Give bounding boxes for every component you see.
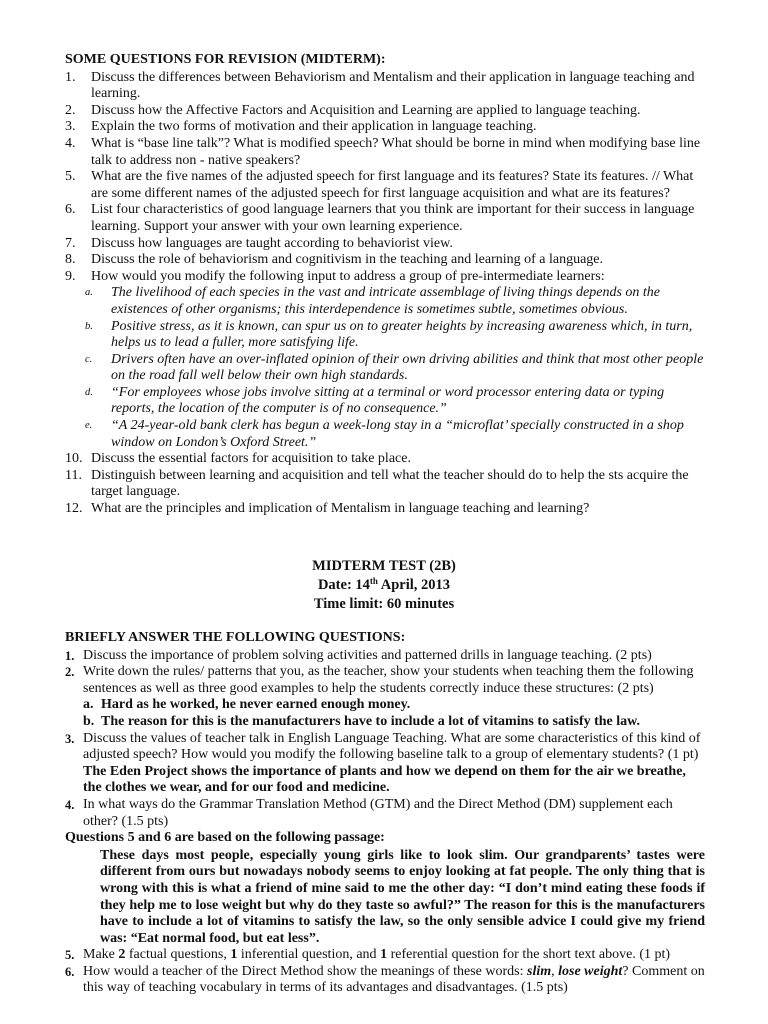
list-item: 5. What are the five names of the adjusted speech for first language and its features? State its features. // What are some different names of the adjusted speech for first language acquisition and what are its features? bbox=[65, 169, 694, 201]
list-item: 3. Discuss the values of teacher talk in English Language Teaching. What are some characteristics of this kind of adjusted speech? How would you modify the following baseline talk to a group of elementary students? (1 pt) The Eden Project shows the importance of plants and how we depend on them for the air we breathe, the clothes we wear, and for our food and medicine. bbox=[65, 730, 701, 796]
sub-item: c. Drivers often have an over-inflated opinion of their own driving abilities and think that most other people on the road fall well below their own high standards. bbox=[85, 351, 704, 384]
list-item: 1. Discuss the differences between Behaviorism and Mentalism and their application in language teaching and learning. bbox=[65, 69, 695, 102]
revision-section bbox=[65, 52, 705, 518]
test-title-block bbox=[0, 557, 768, 614]
test-time-limit: Time limit: 60 minutes bbox=[313, 596, 455, 612]
sub-item: e. “A 24-year-old bank clerk has begun a week-long stay in a “microflat’ specially constructed in a shop window on London’s Oxford Street.” bbox=[85, 418, 684, 450]
list-item: 1. Discuss the importance of problem solving activities and patterned drills in language teaching. (2 pts) bbox=[65, 647, 652, 663]
list-item: 8. Discuss the role of behaviorism and cognitivism in the teaching and learning of a language. bbox=[65, 252, 604, 268]
list-item: 3. Explain the two forms of motivation and their application in language teaching. bbox=[65, 119, 537, 135]
sub-item: a. The livelihood of each species in the vast and intricate assemblage of living things depends on the existences of other organisms; this interdependence is sometimes subtle, sometimes obvious. bbox=[85, 285, 661, 317]
reading-passage: These days most people, especially young girls like to look slim. Our grandparents’ tastes were different from ours but nowadays nobody seems to enjoy looking at fat people. The only thing that is wrong with this is what a friend of mine said to me the other day: “I don’t mind eating these foods if they help me to lose weight but why do they taste so awful?” The reason for this is the manufacturers have to include a lot of vitamins to satisfy the law, so the only sensible advice I could give my friend was: “Eat normal food, but eat less”. bbox=[100, 847, 705, 946]
brief-questions-section bbox=[65, 630, 705, 997]
sub-item: a. Hard as he worked, he never earned enough money. bbox=[83, 697, 411, 713]
list-item: 7. Discuss how languages are taught according to behaviorist view. bbox=[65, 235, 453, 251]
revision-heading: SOME QUESTIONS FOR REVISION (MIDTERM): bbox=[65, 52, 386, 67]
passage-heading: Questions 5 and 6 are based on the following passage: bbox=[65, 830, 385, 846]
list-item: 10. Discuss the essential factors for acquisition to take place. bbox=[65, 451, 411, 467]
brief-heading: BRIEFLY ANSWER THE FOLLOWING QUESTIONS: bbox=[65, 630, 406, 645]
list-item: 2. Discuss how the Affective Factors and Acquisition and Learning are applied to language teaching. bbox=[65, 102, 641, 118]
sub-item: b. The reason for this is the manufacturers have to include a lot of vitamins to satisfy the law. bbox=[83, 713, 640, 729]
list-item: 12. What are the principles and implication of Mentalism in language teaching and learning? bbox=[65, 501, 590, 517]
list-item: 9. How would you modify the following input to address a group of pre-intermediate learners: bbox=[65, 268, 605, 284]
test-title: MIDTERM TEST (2B) bbox=[312, 558, 456, 574]
test-date: Date: 14th April, 2013 bbox=[317, 576, 451, 593]
sub-item: b. Positive stress, as it is known, can spur us on to greater heights by increasing awareness which, in turn, helps us to lead a fuller, more satisfying life. bbox=[85, 318, 693, 351]
list-item: 6. How would a teacher of the Direct Method show the meanings of these words: slim, lose weight? Comment on this way of teaching vocabulary in terms of its advantages and disadvantages. (1.5 pts) bbox=[65, 963, 705, 996]
sub-item: d. “For employees whose jobs involve sitting at a terminal or word processor entering data or typing reports, the location of the computer is of no consequence.” bbox=[85, 384, 665, 417]
list-item: 6. List four characteristics of good language learners that you think are important for their success in language learning. Support your answer with your own learning experience. bbox=[65, 202, 695, 234]
list-item: 4. What is “base line talk”? What is modified speech? What should be borne in mind when modifying base line talk to address non - native speakers? bbox=[65, 135, 701, 168]
list-item: 5. Make 2 factual questions, 1 inferential question, and 1 referential question for the short text above. (1 pt) bbox=[65, 947, 671, 963]
list-item: 2. Write down the rules/ patterns that you, as the teacher, show your students when teaching them the following sentences as well as three good examples to help the students correctly induce these structures: (2 pts) bbox=[65, 664, 694, 696]
list-item: 4. In what ways do the Grammar Translation Method (GTM) and the Direct Method (DM) supplement each other? (1.5 pts) bbox=[65, 796, 673, 829]
list-item: 11. Distinguish between learning and acquisition and tell what the teacher should do to help the sts acquire the target language. bbox=[65, 467, 689, 500]
